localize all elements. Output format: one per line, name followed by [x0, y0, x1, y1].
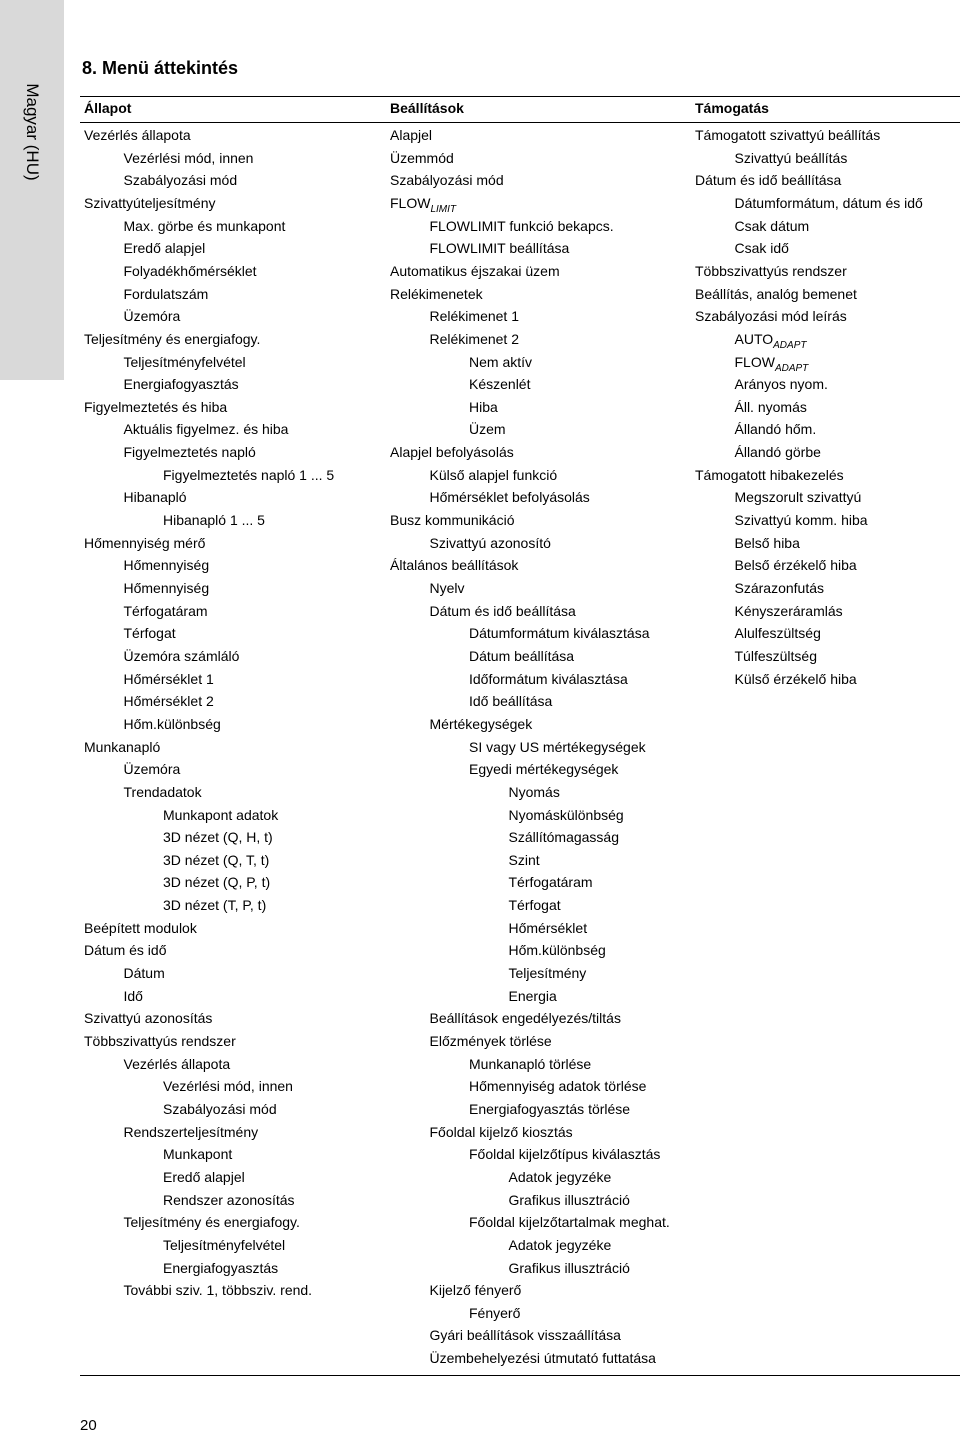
tamogatas-menu-item-label: Többszivattyús rendszer — [695, 262, 847, 279]
beallitasok-menu-item — [469, 671, 628, 688]
tamogatas-menu-item — [735, 444, 821, 461]
allapot-menu-item — [163, 467, 334, 484]
allapot-menu-item-label: Teljesítmény és energiafogy. — [123, 1214, 300, 1231]
tamogatas-menu-item-label: Alulfeszültség — [734, 625, 821, 642]
beallitasok-menu-item — [509, 1237, 612, 1254]
allapot-menu-item-label: Térfogatáram — [123, 602, 208, 619]
allapot-menu-item — [84, 920, 197, 937]
beallitasok-menu-item-label: Busz kommunikáció — [390, 512, 515, 529]
beallitasok-menu-item-label: Térfogat — [508, 897, 561, 914]
allapot-menu-item-label: Hibanapló — [123, 489, 187, 506]
beallitasok-menu-item-label: Hőmennyiség adatok törlése — [469, 1078, 647, 1095]
beallitasok-menu-item-label: Dátumformátum kiválasztása — [469, 625, 650, 642]
tamogatas-menu-item — [695, 127, 880, 144]
beallitasok-menu-item — [509, 942, 606, 959]
allapot-menu-item-label: Figyelmeztetés napló 1 ... 5 — [163, 466, 335, 483]
beallitasok-menu-item-label: Hőmérséklet befolyásolás — [429, 489, 590, 506]
allapot-menu-item — [124, 286, 209, 303]
beallitasok-menu-item — [390, 150, 454, 167]
tamogatas-menu-item-label: Szabályozási mód leírás — [695, 308, 847, 325]
allapot-menu-item-label: Teljesítményfelvétel — [163, 1236, 286, 1253]
beallitasok-menu-item — [469, 1101, 630, 1118]
beallitasok-menu-item-label: Nyelv — [429, 580, 465, 596]
tamogatas-menu-item-label: Arányos nyom. — [734, 376, 828, 393]
allapot-menu-item — [163, 1169, 245, 1186]
column-header-beallitasok: Beállítások — [390, 100, 464, 116]
allapot-menu-item — [124, 784, 202, 801]
beallitasok-menu-item — [430, 467, 558, 484]
header-bottom-rule — [80, 122, 960, 123]
allapot-menu-item-label: Energiafogyasztás — [163, 1259, 279, 1276]
beallitasok-menu-item-label: Nyomáskülönbség — [508, 806, 624, 823]
allapot-menu-item-label: Energiafogyasztás — [123, 376, 239, 393]
beallitasok-menu-item-label: Hőm.különbség — [508, 942, 606, 959]
allapot-menu-item — [124, 444, 256, 461]
allapot-menu-item-label: Max. görbe és munkapont — [123, 217, 286, 234]
beallitasok-menu-item — [509, 807, 624, 824]
allapot-menu-item-label: Beépített modulok — [84, 919, 197, 936]
beallitasok-menu-item-label: Előzmények törlése — [429, 1033, 552, 1049]
allapot-menu-item-label: Vezérlési mód, innen — [163, 1078, 293, 1095]
allapot-menu-item-label: Szivattyú azonosítás — [84, 1010, 213, 1027]
beallitasok-menu-item-label: Grafikus illusztráció — [508, 1259, 630, 1276]
allapot-menu-item — [84, 1033, 236, 1050]
allapot-menu-item — [163, 1237, 285, 1254]
allapot-menu-item — [124, 580, 210, 597]
tamogatas-menu-item — [735, 580, 825, 597]
tamogatas-menu-item — [735, 195, 923, 212]
allapot-menu-item — [124, 240, 206, 257]
allapot-menu-item-label: Szabályozási mód — [163, 1100, 277, 1117]
beallitasok-menu-item-label: FLOW — [390, 194, 431, 211]
beallitasok-menu-item — [469, 1056, 591, 1073]
allapot-menu-item — [124, 671, 214, 688]
beallitasok-menu-item — [509, 829, 620, 846]
allapot-menu-item-label: Aktuális figyelmez. és hiba — [123, 421, 289, 438]
beallitasok-menu-item — [430, 1010, 621, 1027]
beallitasok-menu-item — [509, 1169, 612, 1186]
allapot-menu-item-label: Szivattyúteljesítmény — [84, 194, 216, 211]
beallitasok-menu-item-label: Szállítómagasság — [508, 829, 620, 846]
allapot-menu-item-label: Vezérlés állapota — [84, 127, 191, 143]
tamogatas-menu-item-label: Kényszeráramlás — [734, 602, 843, 619]
beallitasok-menu-item — [509, 1192, 630, 1209]
beallitasok-menu-item — [469, 399, 498, 416]
beallitasok-menu-item-label: Üzem — [469, 421, 506, 438]
allapot-menu-item-label: Hőmennyiség — [123, 557, 210, 574]
allapot-menu-item-label: Trendadatok — [123, 783, 202, 800]
allapot-menu-item-label: További sziv. 1, többsziv. rend. — [123, 1282, 313, 1299]
allapot-menu-item — [84, 1010, 212, 1027]
beallitasok-menu-item-label: FLOWLIMIT beállítása — [429, 240, 570, 257]
tamogatas-menu-item-label: Szárazonfutás — [734, 580, 824, 596]
beallitasok-menu-item — [469, 1078, 646, 1095]
tamogatas-menu-item — [735, 421, 817, 438]
tamogatas-menu-item — [735, 648, 817, 665]
beallitasok-menu-item — [469, 376, 530, 393]
allapot-menu-item — [124, 603, 208, 620]
beallitasok-menu-item — [509, 988, 557, 1005]
tamogatas-menu-item — [735, 489, 862, 506]
beallitasok-menu-item — [509, 874, 593, 891]
allapot-menu-item-label: Munkanapló — [84, 738, 161, 755]
allapot-menu-item — [163, 1101, 277, 1118]
allapot-menu-item-label: Teljesítmény és energiafogy. — [84, 330, 261, 347]
beallitasok-menu-item-label: Nem aktív — [469, 353, 533, 370]
allapot-menu-item — [84, 739, 160, 756]
column-header-tamogatas: Támogatás — [695, 100, 769, 116]
beallitasok-menu-item-label: Szint — [508, 851, 540, 868]
beallitasok-menu-item-label: Munkanapló törlése — [469, 1055, 592, 1072]
beallitasok-menu-item — [469, 693, 552, 710]
page-title: 8. Menü áttekintés — [82, 58, 239, 78]
language-label: Magyar (HU) — [23, 83, 42, 181]
allapot-menu-item — [124, 376, 239, 393]
beallitasok-menu-item — [509, 897, 561, 914]
tamogatas-menu-item — [735, 399, 807, 416]
beallitasok-menu-item — [430, 603, 576, 620]
allapot-menu-item — [163, 512, 265, 529]
allapot-menu-item-label: Üzemóra számláló — [123, 647, 240, 664]
allapot-menu-item-label: Üzemóra — [123, 308, 181, 325]
header-top-rule — [80, 96, 960, 97]
allapot-menu-item-label: Vezérlési mód, innen — [123, 149, 254, 166]
beallitasok-menu-item — [469, 1214, 670, 1231]
beallitasok-menu-item — [390, 444, 514, 461]
allapot-menu-item — [124, 1124, 259, 1141]
beallitasok-menu-item — [469, 739, 646, 756]
beallitasok-menu-item-label: Főoldal kijelzőtartalmak meghat. — [469, 1214, 670, 1231]
tamogatas-menu-item — [695, 308, 847, 325]
allapot-menu-item — [163, 852, 269, 869]
tamogatas-menu-item-label: Áll. nyomás — [734, 398, 807, 415]
beallitasok-menu-item-label: Idő beállítása — [469, 693, 553, 710]
tamogatas-menu-item-subscript: ADAPT — [774, 362, 809, 374]
allapot-menu-item-label: Vezérlés állapota — [123, 1055, 231, 1072]
beallitasok-menu-item-label: Relékimenet 1 — [429, 308, 519, 325]
page-number: 20 — [80, 1417, 97, 1434]
allapot-menu-item — [163, 807, 278, 824]
allapot-menu-item-label: Hőmérséklet 1 — [123, 670, 214, 687]
allapot-menu-item — [124, 308, 181, 325]
tamogatas-menu-item-label: Állandó görbe — [734, 444, 821, 461]
tamogatas-menu-item-label: Dátumformátum, dátum és idő — [734, 194, 923, 211]
allapot-menu-item — [124, 172, 238, 189]
tamogatas-menu-item-label: Szivattyú beállítás — [734, 149, 848, 166]
allapot-menu-item — [124, 761, 181, 778]
allapot-menu-item — [124, 625, 176, 642]
allapot-menu-item — [124, 648, 240, 665]
allapot-menu-item-label: Hibanapló 1 ... 5 — [163, 512, 265, 529]
beallitasok-menu-item-label: Üzembehelyezési útmutató futtatása — [429, 1350, 656, 1367]
allapot-menu-item — [124, 965, 165, 982]
beallitasok-menu-item-label: SI vagy US mértékegységek — [469, 738, 646, 755]
tamogatas-menu-item — [695, 467, 844, 484]
beallitasok-menu-item-label: Szivattyú azonosító — [429, 534, 551, 551]
beallitasok-menu-item — [430, 240, 570, 257]
beallitasok-menu-item — [390, 172, 504, 189]
beallitasok-menu-item-label: Adatok jegyzéke — [508, 1236, 612, 1253]
beallitasok-menu-item-label: Grafikus illusztráció — [508, 1191, 630, 1208]
beallitasok-menu-item-label: Általános beállítások — [390, 557, 519, 574]
beallitasok-menu-item-label: Dátum beállítása — [469, 647, 575, 664]
tamogatas-menu-item-label: Támogatott hibakezelés — [695, 466, 844, 483]
allapot-menu-item — [124, 263, 257, 280]
beallitasok-menu-item — [469, 761, 618, 778]
beallitasok-menu-item-label: Kijelző fényerő — [429, 1282, 522, 1299]
allapot-menu-item-label: Rendszerteljesítmény — [123, 1123, 259, 1140]
beallitasok-menu-item — [509, 965, 587, 982]
beallitasok-menu-item — [469, 421, 506, 438]
beallitasok-menu-item — [390, 512, 515, 529]
allapot-menu-item — [84, 535, 205, 552]
tamogatas-menu-item — [734, 330, 807, 351]
beallitasok-menu-item — [430, 580, 465, 597]
beallitasok-menu-item-label: Nyomás — [508, 783, 560, 800]
allapot-menu-item-label: Hőmérséklet 2 — [123, 693, 214, 710]
beallitasok-menu-item-label: Relékimenetek — [390, 285, 483, 302]
tamogatas-menu-item — [735, 535, 800, 552]
beallitasok-menu-item — [430, 218, 614, 235]
beallitasok-menu-item-label: Hőmérséklet — [508, 919, 588, 936]
beallitasok-menu-item-label: FLOWLIMIT funkció bekapcs. — [429, 217, 614, 234]
allapot-menu-item-label: Hőmennyiség — [123, 580, 210, 596]
beallitasok-menu-item-label: Relékimenet 2 — [429, 330, 519, 347]
tamogatas-menu-item-label: Külső érzékelő hiba — [734, 670, 857, 687]
beallitasok-menu-item — [430, 1327, 621, 1344]
allapot-menu-item-label: Munkapont — [163, 1146, 233, 1163]
beallitasok-menu-item — [390, 127, 432, 144]
allapot-menu-item-label: Figyelmeztetés napló — [123, 444, 256, 461]
tamogatas-menu-item-label: Dátum és idő beállítása — [695, 172, 842, 189]
tamogatas-menu-item — [735, 376, 828, 393]
beallitasok-menu-item — [469, 1305, 520, 1322]
tamogatas-menu-item-label: Szivattyú komm. hiba — [734, 512, 868, 529]
allapot-menu-item-label: 3D nézet (Q, P, t) — [163, 874, 271, 891]
beallitasok-menu-item-label: Időformátum kiválasztása — [469, 670, 628, 687]
tamogatas-menu-item — [735, 557, 857, 574]
tamogatas-menu-item-label: Túlfeszültség — [734, 647, 817, 664]
beallitasok-menu-item — [390, 263, 560, 280]
allapot-menu-item — [163, 1146, 232, 1163]
beallitasok-menu-item-label: Szabályozási mód — [390, 172, 504, 189]
beallitasok-menu-item — [469, 354, 532, 371]
beallitasok-menu-item-label: Energiafogyasztás törlése — [469, 1100, 631, 1117]
allapot-menu-item — [84, 331, 260, 348]
tamogatas-menu-item — [695, 286, 857, 303]
beallitasok-menu-item-label: Fényerő — [469, 1304, 521, 1321]
tamogatas-menu-item-label: Csak idő — [734, 240, 789, 257]
allapot-menu-item — [163, 1078, 293, 1095]
allapot-menu-item-label: Hőm.különbség — [123, 715, 221, 732]
allapot-menu-item-label: Dátum — [123, 965, 165, 982]
tamogatas-menu-item — [735, 240, 789, 257]
tamogatas-menu-item — [735, 150, 848, 167]
tamogatas-menu-item-label: Állandó hőm. — [734, 421, 817, 438]
beallitasok-menu-item-label: Főoldal kijelzőtípus kiválasztás — [469, 1146, 661, 1163]
beallitasok-menu-item — [469, 648, 574, 665]
allapot-menu-item-label: Eredő alapjel — [163, 1168, 245, 1185]
beallitasok-menu-item-label: Térfogatáram — [508, 874, 593, 891]
allapot-menu-item-label: 3D nézet (Q, H, t) — [163, 829, 273, 846]
allapot-menu-item — [84, 195, 216, 212]
tamogatas-menu-item-label: FLOW — [734, 353, 775, 370]
allapot-menu-item — [124, 150, 254, 167]
beallitasok-menu-item-label: Alapjel befolyásolás — [390, 444, 514, 461]
allapot-menu-item — [163, 1260, 278, 1277]
beallitasok-menu-item — [430, 331, 520, 348]
beallitasok-menu-item-label: Készenlét — [469, 376, 531, 393]
allapot-menu-item-label: Figyelmeztetés és hiba — [84, 398, 228, 415]
allapot-menu-item — [124, 1214, 300, 1231]
beallitasok-menu-item — [469, 1146, 660, 1163]
beallitasok-menu-item — [390, 286, 483, 303]
tamogatas-menu-item — [735, 671, 857, 688]
allapot-menu-item — [124, 218, 286, 235]
beallitasok-menu-item — [509, 1260, 630, 1277]
allapot-menu-item — [124, 489, 187, 506]
allapot-menu-item-label: 3D nézet (Q, T, t) — [163, 851, 270, 868]
tamogatas-menu-item-label: Támogatott szivattyú beállítás — [695, 127, 881, 143]
allapot-menu-item-label: Többszivattyús rendszer — [84, 1033, 236, 1049]
beallitasok-menu-item-label: Dátum és idő beállítása — [429, 602, 576, 619]
beallitasok-menu-item — [509, 920, 588, 937]
beallitasok-menu-item-label: Üzemmód — [390, 149, 454, 166]
tamogatas-menu-item-label: Belső hiba — [734, 534, 800, 551]
allapot-menu-item — [163, 829, 273, 846]
beallitasok-menu-item — [430, 1350, 656, 1367]
allapot-menu-item-label: Munkapont adatok — [163, 806, 279, 823]
allapot-menu-item-label: Rendszer azonosítás — [163, 1191, 295, 1208]
beallitasok-menu-item-label: Gyári beállítások visszaállítása — [429, 1327, 621, 1344]
allapot-menu-item — [84, 127, 191, 144]
tamogatas-menu-item — [735, 218, 810, 235]
tamogatas-menu-item — [734, 353, 809, 374]
allapot-menu-item-label: Idő — [123, 987, 143, 1004]
column-header-allapot: Állapot — [84, 100, 132, 116]
beallitasok-menu-item — [430, 716, 533, 733]
tamogatas-menu-item-label: Megszorult szivattyú — [734, 489, 862, 506]
allapot-menu-item — [124, 693, 214, 710]
tamogatas-menu-item-subscript: ADAPT — [773, 339, 807, 351]
tamogatas-menu-item — [735, 512, 868, 529]
allapot-menu-item — [124, 557, 210, 574]
beallitasok-menu-item-label: Alapjel — [390, 127, 433, 143]
tamogatas-menu-item — [735, 603, 843, 620]
beallitasok-menu-item — [509, 784, 560, 801]
allapot-menu-item-label: Szabályozási mód — [123, 172, 238, 189]
allapot-menu-item — [124, 421, 289, 438]
allapot-menu-item — [163, 897, 266, 914]
tamogatas-menu-item-label: AUTO — [734, 330, 774, 347]
beallitasok-menu-item — [509, 852, 540, 869]
allapot-menu-item — [163, 874, 270, 891]
beallitasok-menu-item-label: Mértékegységek — [429, 715, 533, 732]
tamogatas-menu-item-label: Beállítás, analóg bemenet — [695, 285, 857, 302]
allapot-menu-item — [124, 988, 143, 1005]
beallitasok-menu-item — [469, 625, 650, 642]
allapot-menu-item-label: 3D nézet (T, P, t) — [163, 897, 267, 914]
beallitasok-menu-item-subscript: LIMIT — [430, 203, 457, 215]
allapot-menu-item — [84, 942, 166, 959]
tamogatas-menu-item — [695, 263, 847, 280]
beallitasok-menu-item — [430, 535, 551, 552]
allapot-menu-item — [84, 399, 227, 416]
tamogatas-menu-item — [735, 625, 821, 642]
beallitasok-menu-item-label: Teljesítmény — [508, 965, 587, 982]
tamogatas-menu-item-label: Belső érzékelő hiba — [734, 557, 857, 574]
beallitasok-menu-item-label: Adatok jegyzéke — [508, 1168, 612, 1185]
beallitasok-menu-item-label: Energia — [508, 987, 557, 1004]
beallitasok-menu-item — [430, 1033, 552, 1050]
beallitasok-menu-item-label: Beállítások engedélyezés/tiltás — [429, 1010, 621, 1027]
allapot-menu-item-label: Teljesítményfelvétel — [123, 353, 246, 370]
beallitasok-menu-item — [430, 1124, 573, 1141]
beallitasok-menu-item — [390, 557, 518, 574]
language-side-tab — [0, 0, 64, 380]
allapot-menu-item — [163, 1192, 295, 1209]
allapot-menu-item-label: Eredő alapjel — [123, 240, 206, 257]
allapot-menu-item-label: Folyadékhőmérséklet — [123, 262, 257, 279]
beallitasok-menu-item — [430, 1282, 522, 1299]
beallitasok-menu-item — [390, 194, 457, 215]
beallitasok-menu-item-label: Külső alapjel funkció — [429, 466, 558, 483]
beallitasok-menu-item — [430, 489, 590, 506]
table-bottom-rule — [80, 1375, 960, 1376]
allapot-menu-item-label: Térfogat — [123, 625, 176, 642]
beallitasok-menu-item-label: Egyedi mértékegységek — [469, 761, 619, 778]
beallitasok-menu-item-label: Főoldal kijelző kiosztás — [429, 1123, 573, 1140]
allapot-menu-item — [124, 354, 246, 371]
tamogatas-menu-item — [695, 172, 841, 189]
allapot-menu-item-label: Hőmennyiség mérő — [84, 534, 206, 551]
allapot-menu-item-label: Dátum és idő — [84, 942, 167, 959]
allapot-menu-item-label: Fordulatszám — [123, 285, 209, 302]
allapot-menu-item-label: Üzemóra — [123, 761, 181, 778]
beallitasok-menu-item-label: Hiba — [469, 398, 498, 415]
tamogatas-menu-item-label: Csak dátum — [734, 217, 810, 234]
allapot-menu-item — [124, 1282, 313, 1299]
beallitasok-menu-item-label: Automatikus éjszakai üzem — [390, 262, 560, 279]
allapot-menu-item — [124, 716, 221, 733]
allapot-menu-item — [124, 1056, 231, 1073]
beallitasok-menu-item — [430, 308, 520, 325]
